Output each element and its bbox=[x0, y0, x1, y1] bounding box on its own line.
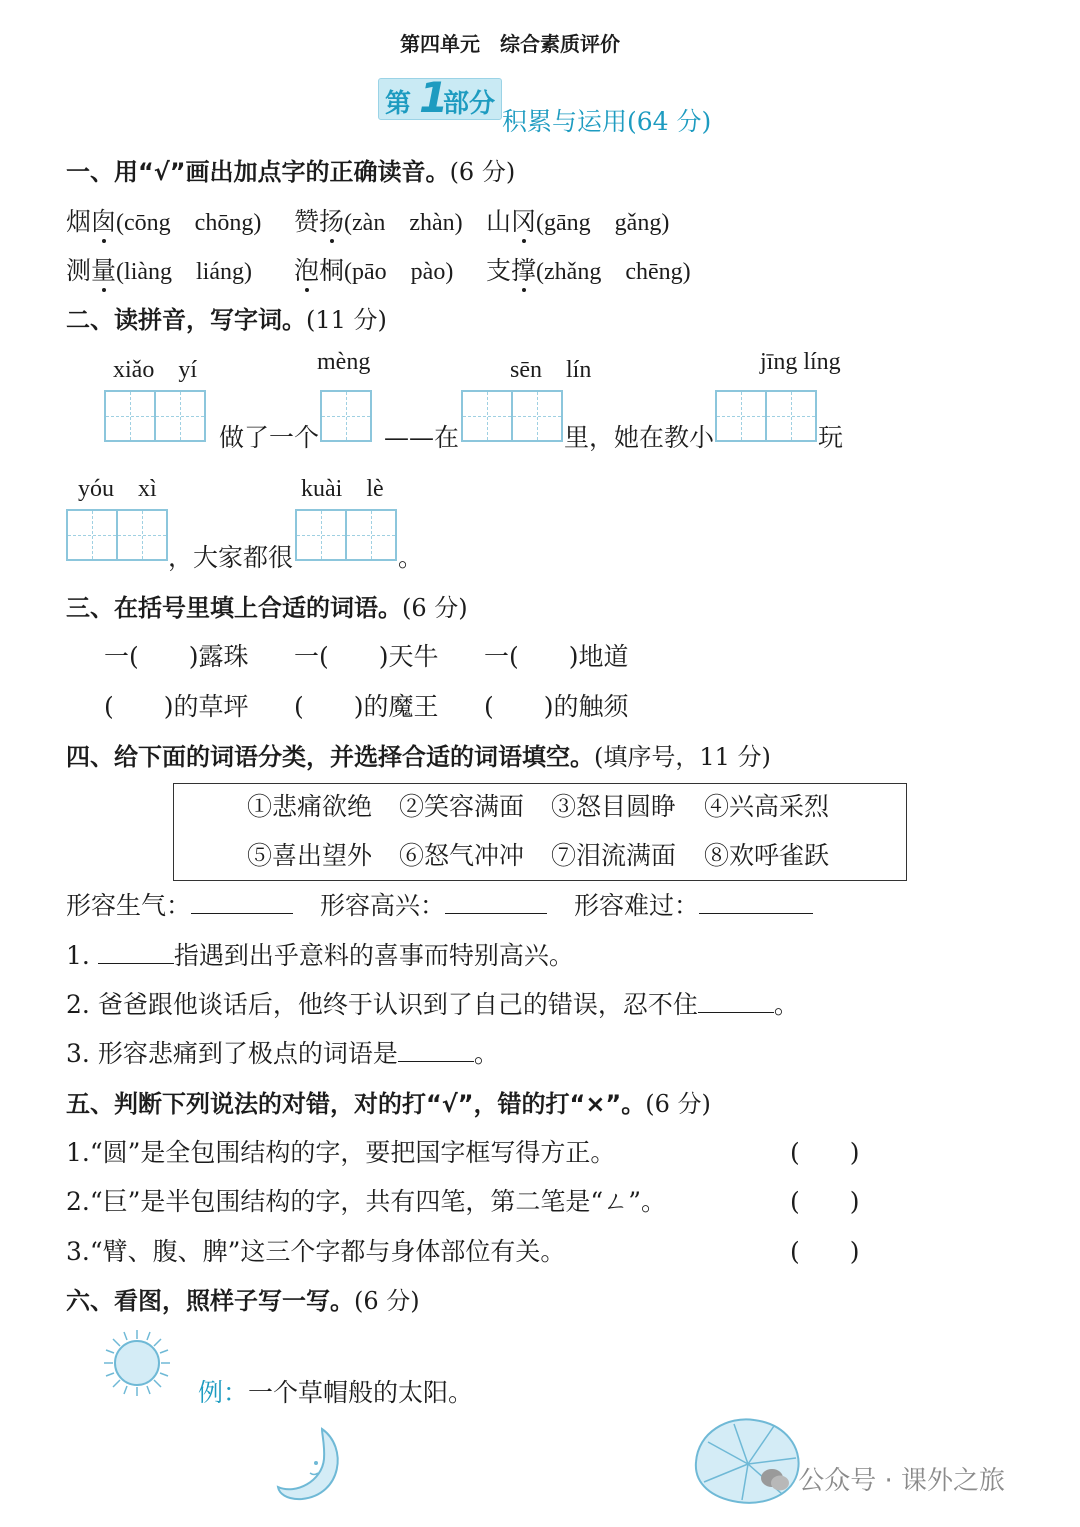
word-option: ③怒目圆睁 bbox=[551, 792, 677, 821]
fill-sentence: 3. 形容悲痛到了极点的词语是 。 bbox=[66, 1039, 499, 1068]
q5-title: 五、判断下列说法的对错，对的打“√”，错的打“×”。(6 分) bbox=[66, 1090, 711, 1118]
q3-title: 三、在括号里填上合适的词语。(6 分) bbox=[66, 594, 468, 622]
word-option: ⑧欢呼雀跃 bbox=[704, 841, 830, 870]
part-title: 积累与运用(64 分) bbox=[502, 107, 712, 136]
write-grid[interactable] bbox=[461, 390, 563, 442]
answer-line[interactable] bbox=[98, 941, 174, 964]
badge-prefix: 第 bbox=[385, 89, 412, 119]
watermark: 公众号 · 课外之旅 bbox=[760, 1460, 1005, 1497]
q3-blank: ( )的草坪 bbox=[104, 692, 249, 721]
pinyin-label: xiǎo yí bbox=[113, 357, 197, 383]
badge-number: 1 bbox=[419, 73, 449, 122]
pinyin-label: jīng líng bbox=[760, 349, 841, 375]
q3-blank: 一( )露珠 bbox=[104, 642, 249, 671]
q2-text: ，大家都很 bbox=[168, 543, 294, 572]
q1-item: 测量(liàng liáng) bbox=[66, 256, 252, 285]
fill-sentence: 2. 爸爸跟他谈话后，他终于认识到了自己的错误，忍不住 。 bbox=[66, 990, 799, 1019]
q1-item: 山冈(gāng gǎng) bbox=[486, 207, 670, 236]
word-option: ⑥怒气冲冲 bbox=[399, 841, 525, 870]
pinyin-label: mèng bbox=[317, 349, 371, 375]
q6-title: 六、看图，照样子写一写。(6 分) bbox=[66, 1287, 420, 1315]
write-grid[interactable] bbox=[295, 509, 397, 561]
moon-icon bbox=[276, 1425, 348, 1505]
q1-item: 烟囱(cōng chōng) bbox=[66, 207, 262, 236]
q1-item: 支撑(zhǎng chēng) bbox=[486, 256, 691, 285]
word-option: ②笑容满面 bbox=[399, 792, 525, 821]
answer-line[interactable] bbox=[191, 891, 293, 914]
q2-text: 里，她在教小 bbox=[564, 423, 715, 452]
judge-item: 2.“巨”是半包围结构的字，共有四笔，第二笔是“ㄥ”。 bbox=[66, 1187, 666, 1216]
q1-item: 赞扬(zàn zhàn) bbox=[294, 207, 463, 236]
q3-blank: 一( )天牛 bbox=[294, 642, 439, 671]
pinyin-label: sēn lín bbox=[510, 357, 592, 383]
q1-title: 一、用“√”画出加点字的正确读音。(6 分) bbox=[66, 158, 516, 186]
write-grid[interactable] bbox=[104, 390, 206, 442]
part-badge bbox=[378, 73, 502, 122]
pinyin-label: kuài lè bbox=[301, 476, 384, 502]
badge-suffix: 部分 bbox=[443, 89, 496, 119]
answer-line[interactable] bbox=[398, 1039, 474, 1062]
word-option: ①悲痛欲绝 bbox=[247, 792, 373, 821]
q2-text: 玩 bbox=[818, 423, 844, 452]
q3-blank: ( )的魔王 bbox=[294, 692, 439, 721]
word-option: ⑤喜出望外 bbox=[247, 841, 373, 870]
fill-sentence: 1. 指遇到出乎意料的喜事而特别高兴。 bbox=[66, 941, 574, 970]
category-happy: 形容高兴： bbox=[320, 886, 547, 922]
unit-title: 第四单元 综合素质评价 bbox=[400, 32, 620, 56]
pinyin-label: yóu xì bbox=[78, 476, 157, 502]
judge-item: 1.“圆”是全包围结构的字，要把国字框写得方正。 bbox=[66, 1138, 616, 1167]
category-angry: 形容生气： bbox=[66, 886, 293, 922]
example-row: 例：一个草帽般的太阳。 bbox=[198, 1378, 474, 1407]
q3-blank: 一( )地道 bbox=[484, 642, 629, 671]
judge-paren[interactable]: ( ) bbox=[790, 1138, 860, 1167]
q2-text: ——在 bbox=[384, 423, 460, 452]
judge-item: 3.“臂、腹、脾”这三个字都与身体部位有关。 bbox=[66, 1237, 566, 1266]
write-grid[interactable] bbox=[66, 509, 168, 561]
word-option: ⑦泪流满面 bbox=[551, 841, 677, 870]
q3-blank: ( )的触须 bbox=[484, 692, 629, 721]
q2-text: 做了一个 bbox=[219, 423, 320, 452]
word-option: ④兴高采烈 bbox=[704, 792, 830, 821]
wechat-icon bbox=[760, 1467, 790, 1493]
q4-title: 四、给下面的词语分类，并选择合适的词语填空。(填序号，11 分) bbox=[66, 743, 771, 771]
sun-icon bbox=[100, 1326, 174, 1400]
answer-line[interactable] bbox=[445, 891, 547, 914]
q2-text: 。 bbox=[398, 543, 424, 572]
answer-line[interactable] bbox=[698, 990, 774, 1013]
write-grid[interactable] bbox=[715, 390, 817, 442]
answer-line[interactable] bbox=[699, 891, 813, 914]
judge-paren[interactable]: ( ) bbox=[790, 1237, 860, 1266]
q2-title: 二、读拼音，写字词。(11 分) bbox=[66, 306, 387, 334]
category-sad: 形容难过： bbox=[574, 886, 813, 922]
write-grid[interactable] bbox=[320, 390, 372, 442]
judge-paren[interactable]: ( ) bbox=[790, 1187, 860, 1216]
q1-item: 泡桐(pāo pào) bbox=[294, 256, 454, 285]
